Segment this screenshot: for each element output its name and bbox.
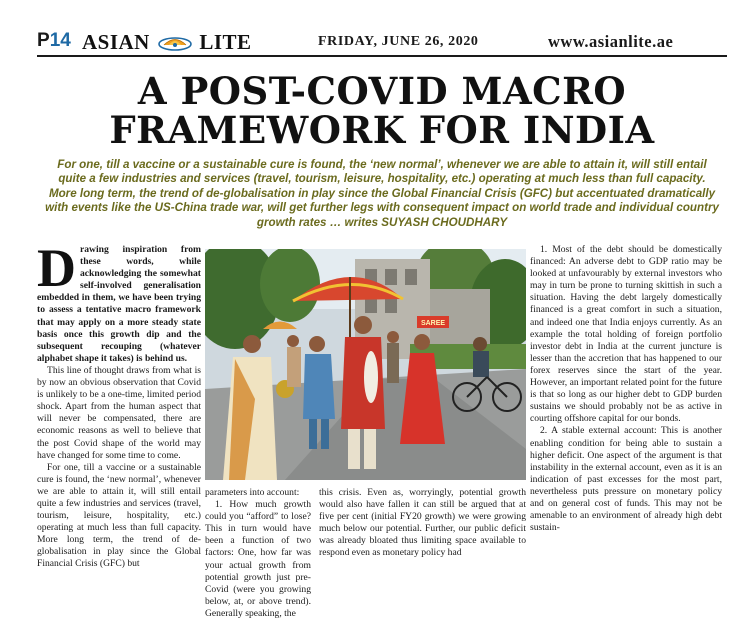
publication-logo — [82, 30, 252, 55]
masthead-rule — [37, 55, 727, 57]
page-number-value: 14 — [49, 30, 71, 51]
standfirst: For one, till a vaccine or a sustainable cure is found, the ‘new normal’, whenever we are able to attain it, will still entail quite a few industries and services (travel, tourism, leisure, hospitality, etc.) operating at much less than full capacity. More long term, the trend of de-globalisation in play since the Global Financial Crisis (GFC) but accentuated dramatically with events like the US-China trade war, will get further legs with consequent impact on world trade and individual country growth rates … writes SUYASH CHOUDHARY — [45, 158, 719, 229]
street-procession-photo — [205, 249, 526, 480]
article-photo — [205, 249, 526, 480]
logo-text-right: LITE — [199, 30, 252, 54]
logo-text-left: ASIAN — [82, 30, 150, 54]
page-number — [37, 30, 71, 52]
page-prefix: P — [37, 30, 50, 51]
website-url[interactable]: www.asianlite.ae — [548, 32, 674, 51]
body-paragraph: 1. Most of the debt should be domestically financed: An adverse debt to GDP ratio may be looked at unfavourably by external investors who may in turn be prone to turning skittish in such a situation. Having the debt largely domestically financed is a great comfort in such a situation, and indeed one that India enjoys currently. As an example the total holding of foreign portfolio investor debt in India at the current juncture is lesser than the accretion that has happened to our forex reserves since the start of the year. However, an important related point for the future is that so long as our higher debt to GDP burden sustains we should probably not be as active in courting offshore capital for our bonds. — [530, 244, 722, 425]
lotus-emblem-icon — [158, 34, 192, 51]
intro-text: rawing inspiration from these words, while acknowledging the somewhat self-involved generalisation embedded in them, we have been trying to assess a tentative macro framework that may apply on a more steady state basis once this growth dip and the subsequent recouping (whatever alphabet shape it takes) is behind us. — [37, 244, 201, 364]
article-column-3 — [319, 487, 526, 560]
article-column-2 — [205, 487, 311, 620]
body-paragraph: 2. A stable external account: This is another enabling condition for being able to sustain a higher deficit. One aspect of the argument is that instability in the external account, even as it is an indication of past excesses for the most part, nevertheless puts pressure on monetary policy and on general cost of funds. This may not be amenable to an environment of already high debt sustain- — [530, 425, 722, 534]
masthead — [0, 0, 733, 58]
body-paragraph: For one, till a vaccine or a sustainable cure is found, the ‘new normal’, whenever we are able to attain it, will still entail quite a few industries and services (travel, tourism, leisure, hospitality, etc.) operating at much less than full capacity. More long term, the trend of de-globalisation in play since the Global Financial Crisis (GFC) but — [37, 461, 201, 570]
shop-sign-text: SAREE — [420, 320, 446, 327]
headline-line-1: A POST-COVID MACRO — [137, 69, 627, 113]
body-paragraph: This line of thought draws from what is by now an obvious observation that Covid is unlikely to be a one-time, limited period shock. Apart from the human aspect that will never be compensated, there are economic reasons as well to believe that the post Covid shape of the world may have changed for some time to come. — [37, 364, 201, 461]
headline-line-2: FRAMEWORK FOR INDIA — [109, 108, 655, 152]
body-paragraph: 1. How much growth could you “afford” to lose? This in turn would have been a function of two factors: One, how far was your actual growth from potential growth just pre-Covid (were you growing below, at, or above trend). Generally speaking, the — [205, 499, 311, 619]
body-paragraph: parameters into account: — [205, 487, 300, 498]
article-column-1 — [37, 238, 201, 571]
issue-date: FRIDAY, JUNE 26, 2020 — [318, 34, 479, 49]
headline — [37, 69, 727, 152]
article-column-4 — [530, 244, 722, 534]
intro-paragraph — [37, 238, 201, 365]
drop-cap: D — [37, 238, 76, 298]
body-paragraph: this crisis. Even as, worryingly, potential growth would also have fallen it can still be argued that at five per cent (initial FY20 growth) we were growing much below our potential. Further, our public deficit was already bloated thus limiting space available to respond even as monetary policy had — [319, 487, 526, 559]
